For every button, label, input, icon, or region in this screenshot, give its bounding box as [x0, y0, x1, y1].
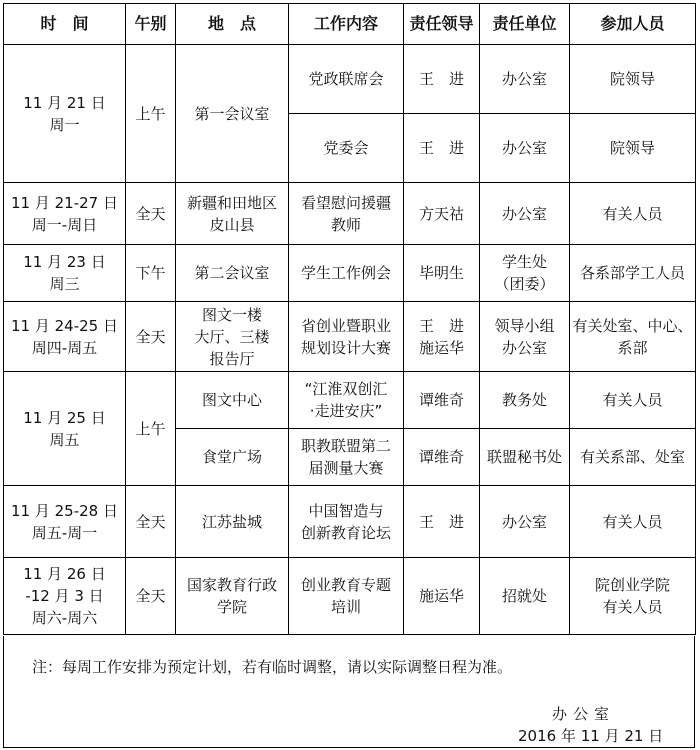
unit-cell: 办公室: [480, 45, 570, 114]
header-unit: 责任单位: [480, 4, 570, 45]
time-cell: 11 月 25-28 日 周五-周一: [4, 486, 126, 558]
period-cell: 全天: [126, 486, 176, 558]
leader-cell: 方天祜: [404, 183, 480, 245]
attendees-cell: 有关处室、中心、 系部: [570, 302, 696, 372]
unit-cell: 联盟秘书处: [480, 429, 570, 486]
attendees-cell: 各系部学工人员: [570, 245, 696, 302]
period-cell: 全天: [126, 183, 176, 245]
header-time: 时 间: [4, 4, 126, 45]
header-place: 地 点: [176, 4, 289, 45]
place-cell: 第一会议室: [176, 45, 289, 183]
leader-cell: 王 进 施运华: [404, 302, 480, 372]
attendees-cell: 院领导: [570, 114, 696, 183]
leader-cell: 施运华: [404, 558, 480, 635]
schedule-table: [3, 3, 696, 635]
period-cell: 全天: [126, 558, 176, 635]
period-cell: 下午: [126, 245, 176, 302]
unit-cell: 招就处: [480, 558, 570, 635]
unit-cell: 教务处: [480, 372, 570, 429]
content-cell: “江淮双创汇 ·走进安庆”: [289, 372, 404, 429]
time-cell: 11 月 24-25 日 周四-周五: [4, 302, 126, 372]
period-cell: 全天: [126, 302, 176, 372]
header-content: 工作内容: [289, 4, 404, 45]
table-row: [4, 558, 696, 635]
attendees-cell: 有关人员: [570, 486, 696, 558]
footer-box: [3, 636, 695, 748]
table-row: [4, 486, 696, 558]
leader-cell: 谭维奇: [404, 429, 480, 486]
unit-cell: 办公室: [480, 114, 570, 183]
content-cell: 职教联盟第二 届测量大赛: [289, 429, 404, 486]
header-leader: 责任领导: [404, 4, 480, 45]
period-cell: 上午: [126, 45, 176, 183]
attendees-cell: 院领导: [570, 45, 696, 114]
footer-signature: 办公室: [552, 705, 616, 723]
time-cell: 11 月 25 日 周五: [4, 372, 126, 486]
place-cell: 第二会议室: [176, 245, 289, 302]
place-cell: 江苏盐城: [176, 486, 289, 558]
place-cell: 食堂广场: [176, 429, 289, 486]
header-attendees: 参加人员: [570, 4, 696, 45]
header-period: 午别: [126, 4, 176, 45]
content-cell: 党政联席会: [289, 45, 404, 114]
header-row: [4, 4, 696, 45]
table-row: [4, 183, 696, 245]
place-cell: 图文一楼 大厅、三楼 报告厅: [176, 302, 289, 372]
content-cell: 看望慰问援疆 教师: [289, 183, 404, 245]
unit-cell: 办公室: [480, 486, 570, 558]
content-cell: 中国智造与 创新教育论坛: [289, 486, 404, 558]
leader-cell: 王 进: [404, 45, 480, 114]
unit-cell: 学生处 （团委）: [480, 245, 570, 302]
period-cell: 上午: [126, 372, 176, 486]
leader-cell: 王 进: [404, 486, 480, 558]
content-cell: 创业教育专题 培训: [289, 558, 404, 635]
content-cell: 党委会: [289, 114, 404, 183]
time-cell: 11 月 23 日 周三: [4, 245, 126, 302]
time-cell: 11 月 26 日 -12 月 3 日 周六-周六: [4, 558, 126, 635]
place-cell: 新疆和田地区 皮山县: [176, 183, 289, 245]
content-cell: 学生工作例会: [289, 245, 404, 302]
table-row: [4, 245, 696, 302]
attendees-cell: 有关人员: [570, 372, 696, 429]
content-cell: 省创业暨职业 规划设计大赛: [289, 302, 404, 372]
place-cell: 图文中心: [176, 372, 289, 429]
footer-note: 注：每周工作安排为预定计划，若有临时调整，请以实际调整日程为准。: [32, 658, 513, 676]
table-row: [4, 302, 696, 372]
table-row: [4, 45, 696, 114]
leader-cell: 毕明生: [404, 245, 480, 302]
unit-cell: 办公室: [480, 183, 570, 245]
unit-cell: 领导小组 办公室: [480, 302, 570, 372]
footer-date: 2016 年 11 月 21 日: [518, 727, 664, 745]
leader-cell: 谭维奇: [404, 372, 480, 429]
attendees-cell: 有关人员: [570, 183, 696, 245]
table-row: [4, 372, 696, 429]
place-cell: 国家教育行政 学院: [176, 558, 289, 635]
time-cell: 11 月 21-27 日 周一-周日: [4, 183, 126, 245]
attendees-cell: 有关系部、处室: [570, 429, 696, 486]
time-cell: 11 月 21 日 周一: [4, 45, 126, 183]
attendees-cell: 院创业学院 有关人员: [570, 558, 696, 635]
leader-cell: 王 进: [404, 114, 480, 183]
